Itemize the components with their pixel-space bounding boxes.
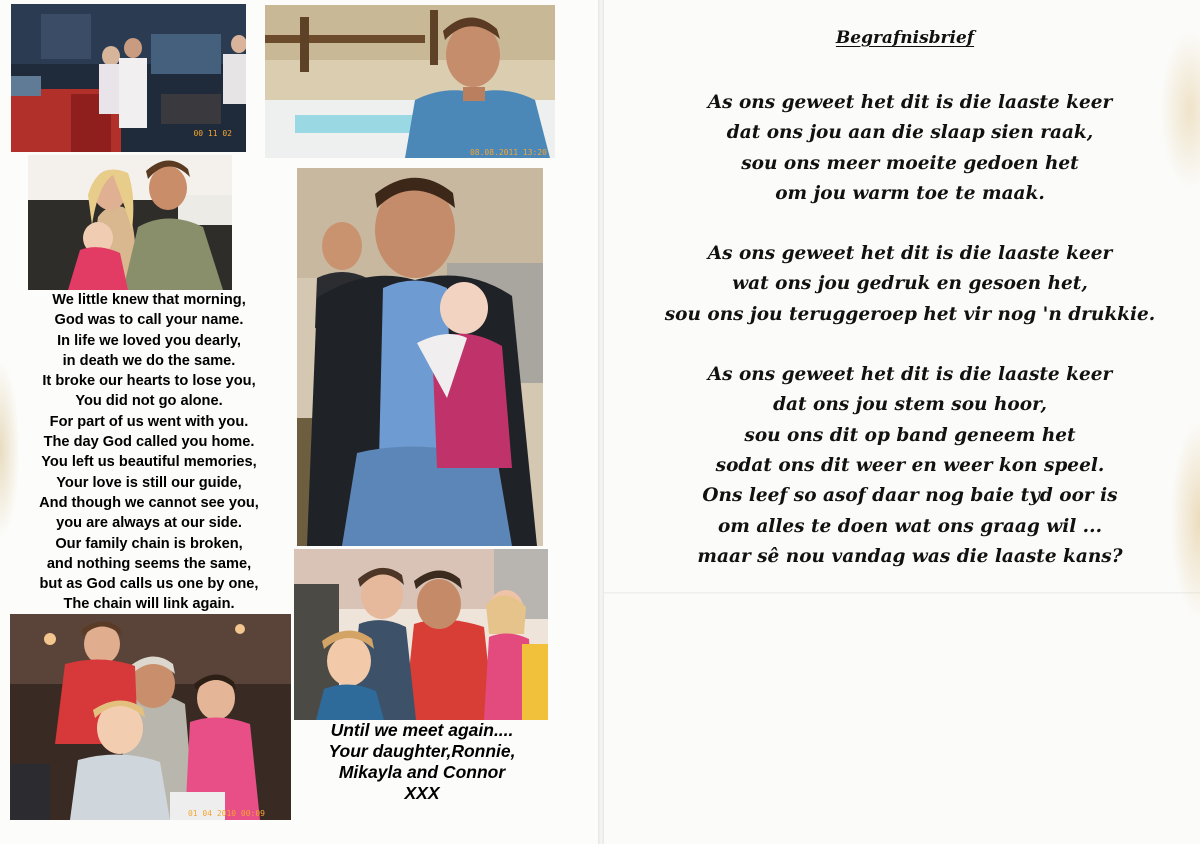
photo-kids-restaurant (10, 614, 291, 820)
signoff-line: Until we meet again.... (330, 720, 514, 740)
poem-stanza (610, 88, 1200, 209)
poem-title (610, 28, 1200, 48)
poem-line: dat ons jou stem sou hoor, (773, 394, 1047, 416)
poem-line: We little knew that morning, (52, 292, 246, 308)
poem-line: but as God calls us one by one, (39, 576, 259, 593)
poem-line: wat ons jou gedruk en gesoen het, (732, 273, 1088, 295)
poem-title-text: Begrafnisbrief (835, 28, 975, 48)
poem-line: Your love is still our guide, (56, 474, 242, 491)
poem-line: dat ons jou aan die slaap sien raak, (726, 122, 1094, 144)
page-fold (598, 0, 604, 844)
poem-line: And though we cannot see you, (39, 494, 259, 511)
poem-line: You did not go alone. (75, 393, 223, 410)
poem-line: God was to call your name. (54, 312, 244, 329)
photo-datestamp: 08.08.2011 13:20 (469, 148, 547, 157)
poem-line: sodat ons dit weer en weer kon speel. (715, 454, 1105, 476)
signoff-line: Your daughter,Ronnie, (328, 741, 516, 761)
photo-man-with-children (297, 168, 543, 546)
poem-line: sou ons jou teruggeroep het vir nog 'n drukkie. (664, 303, 1156, 325)
memorial-poem-english (8, 290, 290, 615)
photo-family-group (294, 549, 548, 720)
memorial-poem-afrikaans (610, 88, 1200, 602)
poem-line: and nothing seems the same, (46, 555, 252, 572)
poem-line: Ons leef so asof daar nog baie tyd oor is (702, 485, 1118, 507)
poem-line: As ons geweet het dit is die laaste keer (707, 364, 1113, 386)
poem-line: maar sê nou vandag was die laaste kans? (697, 545, 1123, 567)
poem-line: Our family chain is broken, (55, 535, 243, 552)
poem-stanza (610, 360, 1200, 572)
poem-line: As ons geweet het dit is die laaste keer (707, 243, 1113, 265)
poem-line: For part of us went with you. (49, 413, 249, 430)
poem-line: you are always at our side. (56, 515, 242, 532)
photo-party (11, 4, 246, 152)
poem-line: om alles te doen wat ons graag wil ... (717, 515, 1103, 537)
poem-line: As ons geweet het dit is die laaste keer (707, 92, 1113, 113)
photo-datestamp: 01 04 2010 00:09 (187, 809, 265, 818)
poem-line: In life we loved you dearly, (57, 332, 241, 349)
poem-line: The day God called you home. (43, 434, 255, 451)
poem-line: It broke our hearts to lose you, (42, 373, 256, 390)
signoff-line: XXX (404, 783, 440, 803)
photo-couple-with-baby (28, 155, 232, 290)
poem-line: sou ons dit op band geneem het (744, 424, 1076, 446)
photo-man-outdoors (265, 5, 555, 158)
poem-line: You left us beautiful memories, (41, 454, 257, 471)
poem-line: The chain will link again. (63, 596, 235, 613)
family-signoff (298, 720, 546, 804)
poem-stanza (610, 239, 1200, 330)
poem-line: sou ons meer moeite gedoen het (741, 152, 1079, 174)
signoff-line: Mikayla and Connor (338, 762, 506, 782)
poem-line: in death we do the same. (62, 352, 236, 369)
photo-datestamp: 00 11 02 (193, 129, 232, 138)
poem-line: om jou warm toe te maak. (775, 182, 1045, 204)
